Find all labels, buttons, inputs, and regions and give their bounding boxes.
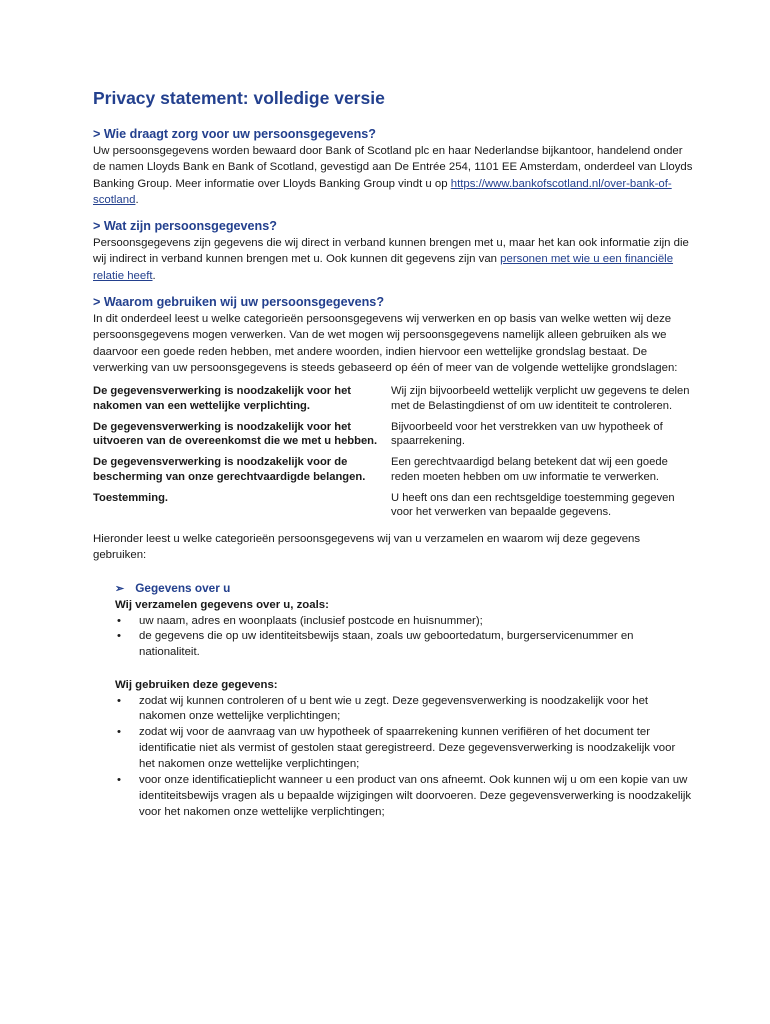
- list-item-text: voor onze identificatieplicht wanneer u een product van ons afneemt. Ook kunnen wij u om een kopie van uw identiteitsbewijs vragen als u bepaalde wijzigingen wilt doorvoeren. Deze gegevensverwerking is noodzakelijk voor het nakomen onze wettelijke verplichtingen;: [139, 774, 692, 818]
- relations-link[interactable]: personen met wie u een financiële relatie heeft: [93, 253, 674, 282]
- list-item-text: zodat wij kunnen controleren of u bent wie u zegt. Deze gegevensverwerking is noodzakelijk voor het nakomen onze wettelijke verplichtingen;: [139, 694, 649, 723]
- example-cell: Bijvoorbeeld voor het verstrekken van uw hypotheek of spaarrekening.: [391, 420, 663, 448]
- list-item-text: uw naam, adres en woonplaats (inclusief postcode en huisnummer);: [139, 614, 483, 627]
- basis-cell: De gegevensverwerking is noodzakelijk voor het uitvoeren van de overeenkomst die we met u hebben.: [93, 420, 378, 448]
- legal-basis-table: [93, 384, 693, 526]
- bullet-icon: •: [117, 694, 121, 707]
- bullet-icon: •: [117, 630, 121, 643]
- arrow-bullet-icon: ➢: [115, 583, 125, 596]
- body-text-end: .: [135, 193, 139, 206]
- list-item: [93, 694, 693, 726]
- body-text: Persoonsgegevens zijn gegevens die wij direct in verband kunnen brengen met u, maar het kan ook informatie zijn die wij indirect in verband kunnen brengen met u. Ook kunnen dit gegevens zijn van: [93, 237, 689, 266]
- subsection-heading: [93, 580, 693, 597]
- table-row: [93, 455, 693, 491]
- list-item: [93, 614, 693, 630]
- example-cell: Een gerechtvaardigd belang betekent dat wij een goede reden moeten hebben om uw informatie te verwerken.: [391, 456, 668, 483]
- section-why: [93, 294, 693, 376]
- about-link[interactable]: https://www.bankofscotland.nl/over-bank-of-scotland: [93, 177, 672, 206]
- list-item: [93, 629, 693, 661]
- section-heading: > Wie draagt zorg voor uw persoonsgegevens?: [93, 127, 376, 141]
- list-item-text: de gegevens die op uw identiteitsbewijs staan, zoals uw geboortedatum, burgerservicenummer en nationaliteit.: [139, 630, 634, 659]
- example-cell: Wij zijn bijvoorbeeld wettelijk verplicht uw gegevens te delen met de Belastingdienst of om uw identiteit te controleren.: [391, 385, 690, 412]
- section-body: [93, 143, 693, 208]
- collect-heading: Wij verzamelen gegevens over u, zoals:: [115, 599, 329, 612]
- section-who: [93, 126, 693, 208]
- bullet-icon: •: [117, 726, 121, 739]
- use-list: [93, 694, 693, 821]
- table-row: [93, 420, 693, 456]
- section-what: [93, 218, 693, 284]
- list-item: [93, 725, 693, 773]
- collect-list: [93, 614, 693, 662]
- page-title: Privacy statement: volledige versie: [93, 88, 385, 108]
- example-cell: U heeft ons dan een rechtsgeldige toestemming gegeven voor het verwerken van bepaalde gegevens.: [391, 492, 675, 519]
- document-page: [93, 86, 693, 821]
- section-body: In dit onderdeel leest u welke categorieën persoonsgegevens wij verwerken en op basis van welke wetten wij deze persoonsgegevens mogen verwerken. Van de wet mogen wij persoonsgegevens namelijk alleen gebruiken als we daarvoor een goede reden hebben, met andere woorden, indien hiervoor een wettelijke grondslag bestaat. De verwerking van uw persoonsgegevens is steeds gebaseerd op één of meer van de volgende wettelijke grondslagen:: [93, 313, 678, 374]
- body-text: Uw persoonsgegevens worden bewaard door Bank of Scotland plc en haar Nederlandse bijkantoor, handelend onder de namen Lloyds Bank en Bank of Scotland, gevestigd aan De Entrée 254, 1101 EE Amsterdam, onderdeel van Lloyds Banking Group. Meer informatie over Lloyds Banking Group vindt u op: [93, 145, 693, 190]
- use-heading: Wij gebruiken deze gegevens:: [115, 679, 278, 692]
- intro-paragraph: Hieronder leest u welke categorieën persoonsgegevens wij van u verzamelen en waarom wij deze gegevens gebruiken:: [93, 532, 641, 561]
- subsection-title: Gegevens over u: [135, 581, 231, 596]
- list-item-text: zodat wij voor de aanvraag van uw hypotheek of spaarrekening kunnen verifiëren of het document ter identificatie niet als vermist of gestolen staat geregistreerd. Deze gegevensverwerking is noodzakelijk voor het nakomen onze wettelijke verplichtingen;: [139, 726, 676, 771]
- section-body: [93, 235, 693, 284]
- basis-cell: De gegevensverwerking is noodzakelijk voor het nakomen van een wettelijke verplichting.: [93, 385, 352, 412]
- section-heading: > Wat zijn persoonsgegevens?: [93, 219, 277, 234]
- table-row: [93, 384, 693, 420]
- basis-cell: De gegevensverwerking is noodzakelijk voor de bescherming van onze gerechtvaardigde belangen.: [93, 456, 366, 483]
- body-text-end: .: [152, 269, 156, 282]
- section-heading: > Waarom gebruiken wij uw persoonsgegevens?: [93, 295, 385, 310]
- table-row: [93, 491, 693, 527]
- bullet-icon: •: [117, 774, 121, 787]
- basis-cell: Toestemming.: [93, 492, 169, 505]
- list-item: [93, 773, 693, 821]
- bullet-icon: •: [117, 614, 121, 627]
